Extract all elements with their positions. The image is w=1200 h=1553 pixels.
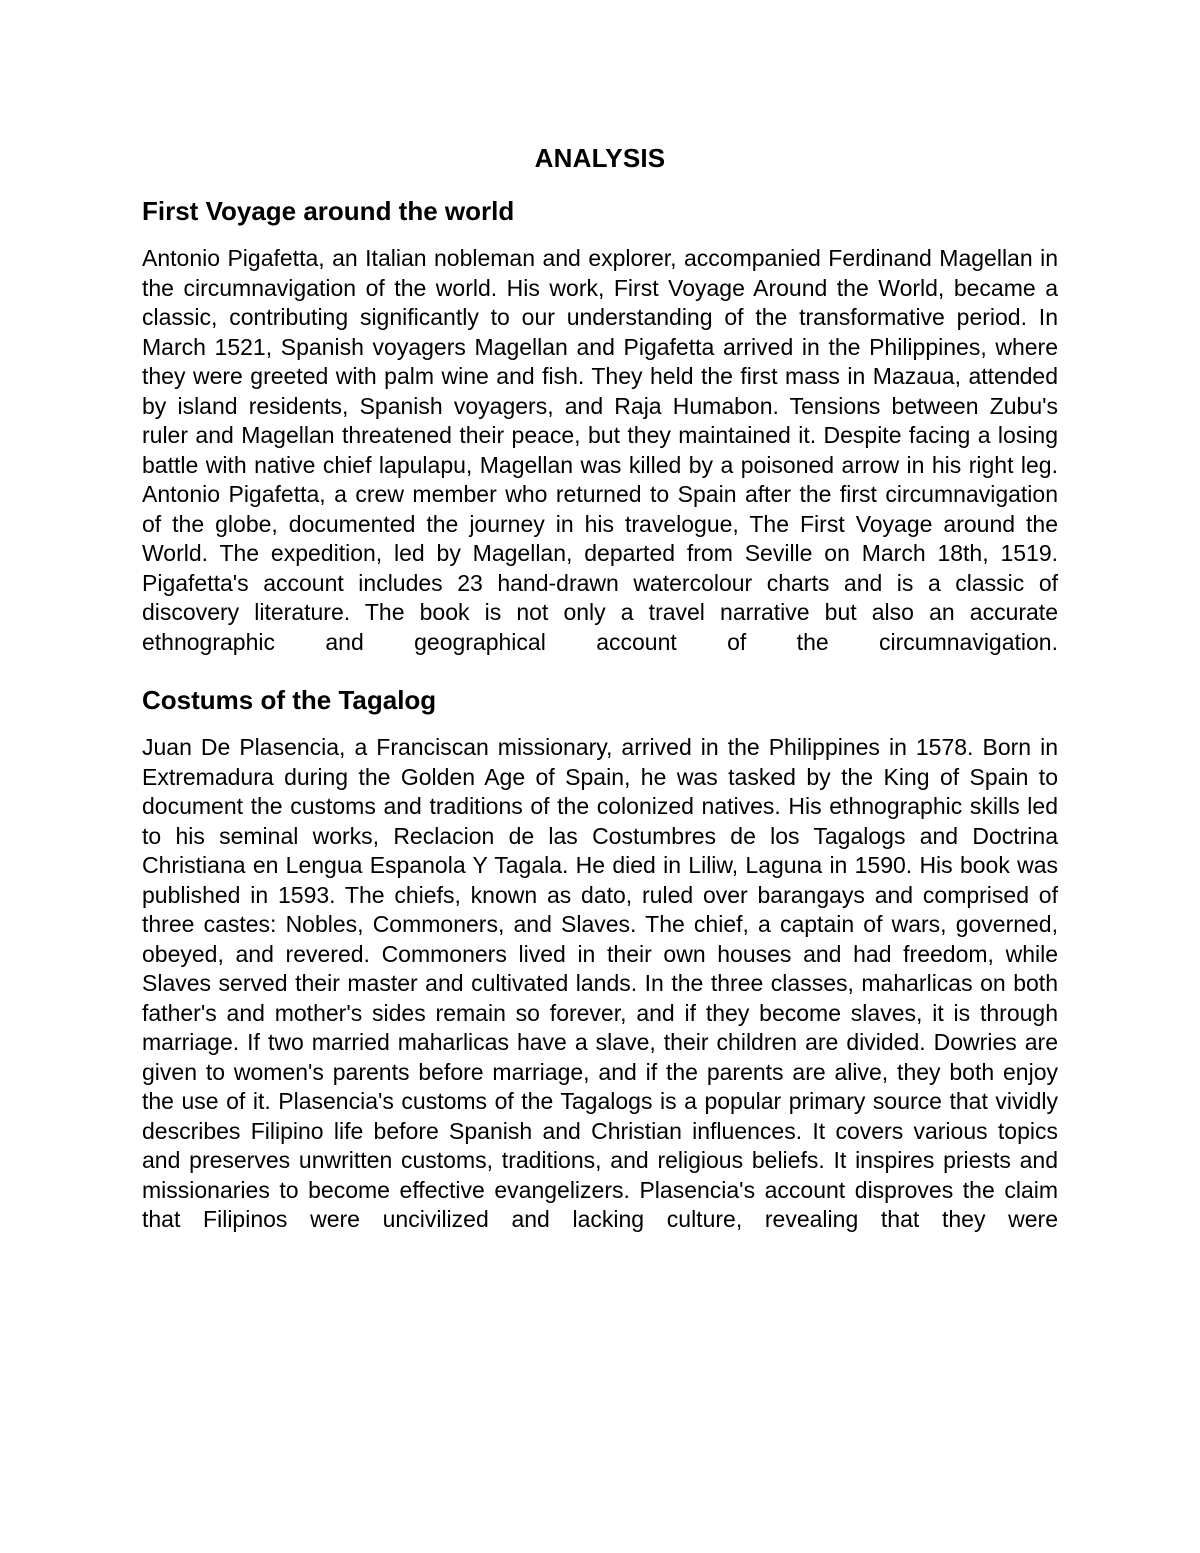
section-heading-customs-tagalog: Costums of the Tagalog: [142, 685, 437, 715]
section-paragraph-first-voyage: Antonio Pigafetta, an Italian nobleman and explorer, accompanied Ferdinand Magellan in the circumnavigation of the world. His work, First Voyage Around the World, became a classic, contributing significantly to our understanding of the transformative period. In March 1521, Spanish voyagers Magellan and Pigafetta arrived in the Philippines, where they were greeted with palm wine and fish. They held the first mass in Mazaua, attended by island residents, Spanish voyagers, and Raja Humabon. Tensions between Zubu's ruler and Magellan threatened their peace, but they maintained it. Despite facing a losing battle with native chief lapulapu, Magellan was killed by a poisoned arrow in his right leg. Antonio Pigafetta, a crew member who returned to Spain after the first circumnavigation of the globe, documented the journey in his travelogue, The First Voyage around the World. The expedition, led by Magellan, departed from Seville on March 18th, 1519. Pigafetta's account includes 23 hand-drawn watercolour charts and is a classic of discovery literature. The book is not only a travel narrative but also an accurate ethnographic and geographical account of the circumnavigation.: [142, 245, 1058, 655]
section-customs-tagalog: [142, 683, 1058, 1235]
section-first-voyage: [142, 194, 1058, 657]
document-page: [142, 138, 1058, 1235]
document-title: ANALYSIS: [534, 143, 666, 173]
section-paragraph-customs-tagalog: Juan De Plasencia, a Franciscan missionary, arrived in the Philippines in 1578. Born in Extremadura during the Golden Age of Spain, he was tasked by the King of Spain to document the customs and traditions of the colonized natives. His ethnographic skills led to his seminal works, Reclacion de las Costumbres de los Tagalogs and Doctrina Christiana en Lengua Espanola Y Tagala. He died in Liliw, Laguna in 1590. His book was published in 1593. The chiefs, known as dato, ruled over barangays and comprised of three castes: Nobles, Commoners, and Slaves. The chief, a captain of wars, governed, obeyed, and revered. Commoners lived in their own houses and had freedom, while Slaves served their master and cultivated lands. In the three classes, maharlicas on both father's and mother's sides remain so forever, and if they become slaves, it is through marriage. If two married maharlicas have a slave, their children are divided. Dowries are given to women's parents before marriage, and if the parents are alive, they both enjoy the use of it. Plasencia's customs of the Tagalogs is a popular primary source that vividly describes Filipino life before Spanish and Christian influences. It covers various topics and preserves unwritten customs, traditions, and religious beliefs. It inspires priests and missionaries to become effective evangelizers. Plasencia's account disproves the claim that Filipinos were uncivilized and lacking culture, revealing that they were: [142, 734, 1058, 1232]
section-heading-first-voyage: First Voyage around the world: [142, 196, 515, 226]
